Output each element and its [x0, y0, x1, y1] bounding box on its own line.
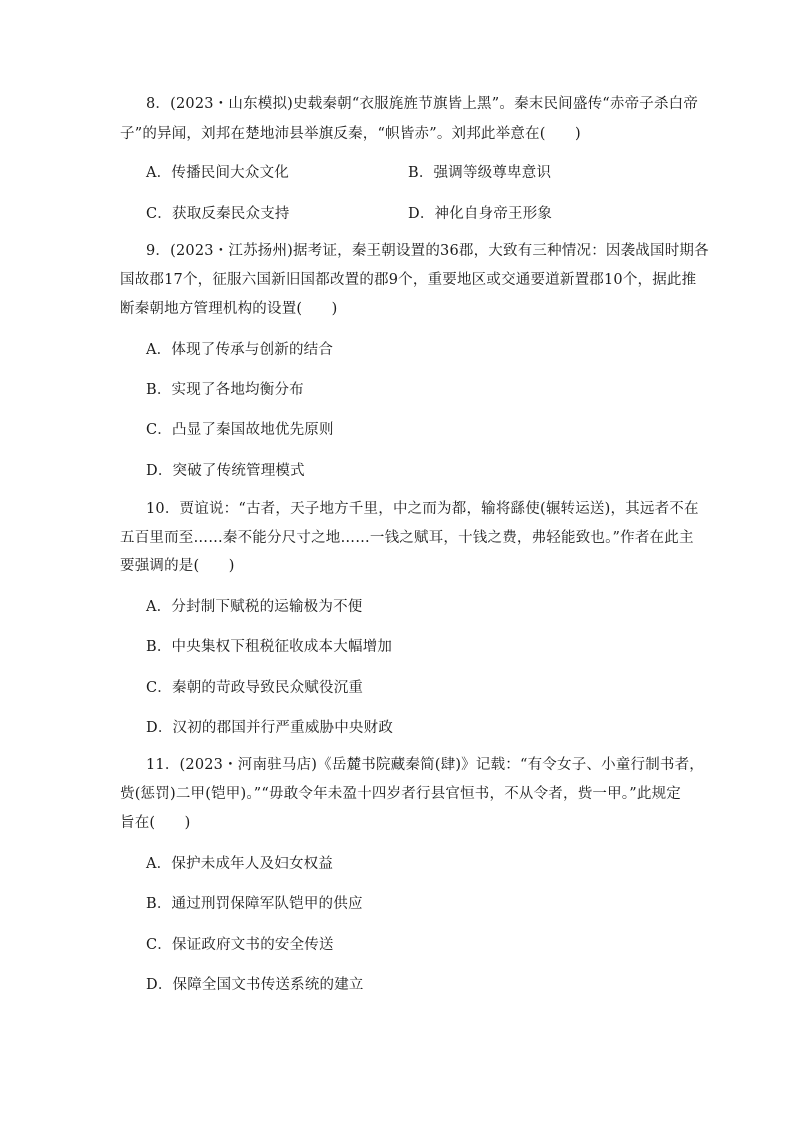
question-11-stem-line-3: 旨在( )	[120, 815, 191, 831]
question-10-option-b: B．中央集权下租税征收成本大幅增加	[146, 639, 393, 655]
question-9-option-d: D．突破了传统管理模式	[146, 463, 305, 479]
question-9-option-b: B．实现了各地均衡分布	[146, 382, 304, 398]
question-9-stem-line-1: 9．(2023・江苏扬州)据考证，秦王朝设置的36郡，大致有三种情况：因袭战国时期各	[146, 243, 709, 259]
question-9-stem-line-3: 断秦朝地方管理机构的设置( )	[120, 301, 338, 317]
question-9-option-a: A．体现了传承与创新的结合	[146, 342, 334, 358]
question-8-stem-line-2: 子”的异闻，刘邦在楚地沛县举旗反秦，“帜皆赤”。刘邦此举意在( )	[120, 126, 581, 142]
question-10-stem-line-3: 要强调的是( )	[120, 558, 235, 574]
question-8-option-b: B．强调等级尊卑意识	[408, 165, 552, 181]
question-9-option-c: C．凸显了秦国故地优先原则	[146, 422, 334, 438]
question-11-option-c: C．保证政府文书的安全传送	[146, 937, 334, 953]
question-11-option-d: D．保障全国文书传送系统的建立	[146, 977, 364, 993]
question-10-stem-line-1: 10．贾谊说：“古者，天子地方千里，中之而为都，输将繇使(辗转运送)，其远者不在	[146, 501, 699, 517]
question-10-stem-line-2: 五百里而至……秦不能分尺寸之地……一钱之赋耳，十钱之费，弗轻能致也。”作者在此主	[120, 530, 694, 546]
question-11-option-b: B．通过刑罚保障军队铠甲的供应	[146, 896, 363, 912]
question-8-option-c: C．获取反秦民众支持	[146, 206, 290, 222]
question-10-option-c: C．秦朝的苛政导致民众赋役沉重	[146, 680, 364, 696]
question-8-stem-line-1: 8．(2023・山东模拟)史载秦朝“衣服旄旌节旗皆上黑”。秦末民间盛传“赤帝子杀白帝	[146, 96, 699, 112]
question-11-stem-line-1: 11．(2023・河南驻马店)《岳麓书院藏秦简(肆)》记载：“有令女子、小童行制书者，	[146, 757, 704, 773]
question-8-option-a: A．传播民间大众文化	[146, 165, 289, 181]
question-9-stem-line-2: 国故郡17个，征服六国新旧国都改置的郡9个，重要地区或交通要道新置郡10个，据此推	[120, 272, 697, 288]
question-11-option-a: A．保护未成年人及妇女权益	[146, 856, 334, 872]
question-10-option-d: D．汉初的郡国并行严重威胁中央财政	[146, 720, 394, 736]
question-11-stem-line-2: 赀(惩罚)二甲(铠甲)。”“毋敢令年未盈十四岁者行县官恒书，不从令者，赀一甲。”此规定	[120, 786, 681, 802]
question-10-option-a: A．分封制下赋税的运输极为不便	[146, 599, 363, 615]
question-8-option-d: D．神化自身帝王形象	[408, 206, 553, 222]
